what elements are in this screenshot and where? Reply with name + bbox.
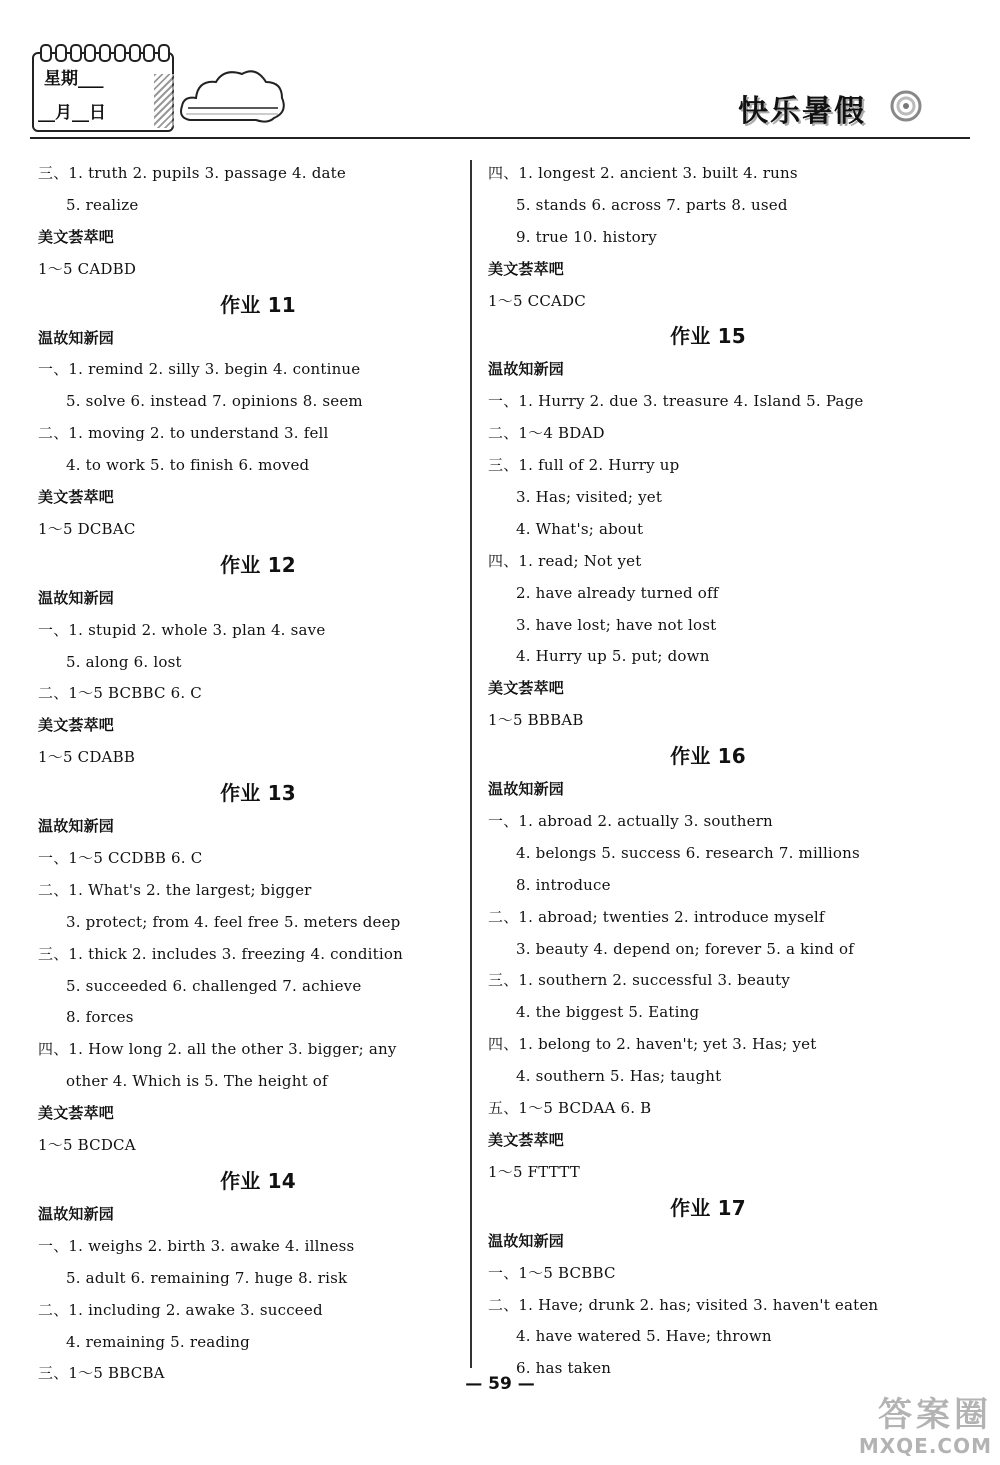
answer-line: 4. southern 5. Has; taught <box>516 1067 722 1086</box>
answer-line: 1～5 CCADC <box>488 291 586 310</box>
assignment-heading: 作业 13 <box>220 781 296 806</box>
calendar-box <box>32 52 174 132</box>
answer-line: 5. stands 6. across 7. parts 8. used <box>516 195 788 214</box>
answer-line: 4. to work 5. to finish 6. moved <box>66 456 310 475</box>
section-label: 美文荟萃吧 <box>38 1104 115 1123</box>
answer-line: 四、1. read; Not yet <box>488 551 642 570</box>
answer-line: 4. Hurry up 5. put; down <box>516 647 710 666</box>
assignment-heading: 作业 11 <box>220 292 296 317</box>
logo <box>738 82 938 132</box>
answer-line: 三、1. southern 2. successful 3. beauty <box>488 971 790 990</box>
section-label: 温故知新园 <box>488 780 565 799</box>
answer-line: 4. belongs 5. success 6. research 7. millions <box>516 843 860 862</box>
assignment-heading: 作业 17 <box>670 1195 746 1220</box>
section-label: 美文荟萃吧 <box>488 679 565 698</box>
section-label: 温故知新园 <box>38 328 115 347</box>
answer-line: 二、1. moving 2. to understand 3. fell <box>38 424 329 443</box>
watermark-bottom: MXQE.COM <box>858 1434 992 1458</box>
section-label: 美文荟萃吧 <box>38 716 115 735</box>
section-label: 温故知新园 <box>488 1231 565 1250</box>
assignment-heading: 作业 12 <box>220 552 296 577</box>
swirl-icon <box>886 86 926 126</box>
answer-line: 4. remaining 5. reading <box>66 1332 250 1351</box>
answer-line: 四、1. How long 2. all the other 3. bigger; any <box>38 1040 397 1059</box>
section-label: 美文荟萃吧 <box>38 227 115 246</box>
answer-line: 一、1～5 CCDBB 6. C <box>38 849 203 868</box>
answer-line: 2. have already turned off <box>516 583 719 602</box>
answer-line: 3. beauty 4. depend on; forever 5. a kind of <box>516 939 855 958</box>
answer-line: 1～5 FTTTT <box>488 1162 580 1181</box>
answer-line: 二、1. Have; drunk 2. has; visited 3. haven't eaten <box>488 1295 879 1314</box>
answer-line: 1～5 BBBAB <box>488 711 584 730</box>
assignment-heading: 作业 16 <box>670 744 746 769</box>
page-header <box>0 0 1000 140</box>
section-label: 温故知新园 <box>38 588 115 607</box>
answer-line: 1～5 CADBD <box>38 259 137 278</box>
calendar-date: __月__日 <box>38 103 106 123</box>
answer-line: 一、1. Hurry 2. due 3. treasure 4. Island 5. Page <box>488 392 864 411</box>
answer-line: 1～5 BCDCA <box>38 1136 136 1155</box>
page-number: — 59 — <box>465 1374 535 1394</box>
assignment-heading: 作业 14 <box>220 1168 296 1193</box>
right-column <box>488 158 928 1385</box>
answer-line: 二、1. What's 2. the largest; bigger <box>38 880 312 899</box>
answer-line: 二、1～5 BCBBC 6. C <box>38 684 202 703</box>
watermark <box>812 1395 992 1463</box>
answer-line: 8. introduce <box>516 875 611 894</box>
answer-line: 3. have lost; have not lost <box>516 615 717 634</box>
section-label: 温故知新园 <box>38 1204 115 1223</box>
watermark-top: 答案圈 <box>878 1395 992 1435</box>
section-label: 美文荟萃吧 <box>488 1130 565 1149</box>
answer-line: 四、1. longest 2. ancient 3. built 4. runs <box>488 164 798 182</box>
answer-line: 3. Has; visited; yet <box>516 488 663 507</box>
answer-line: 3. protect; from 4. feel free 5. meters deep <box>66 912 401 931</box>
answer-line: 1～5 CDABB <box>38 748 136 767</box>
answer-line: 1～5 DCBAC <box>38 519 136 538</box>
answer-line: 一、1. weighs 2. birth 3. awake 4. illness <box>38 1236 355 1255</box>
section-label: 美文荟萃吧 <box>38 488 115 507</box>
answer-line: 一、1. stupid 2. whole 3. plan 4. save <box>38 620 326 639</box>
answer-line: 三、1. full of 2. Hurry up <box>488 456 680 475</box>
section-label: 温故知新园 <box>488 360 565 379</box>
answer-line: 二、1～4 BDAD <box>488 424 605 443</box>
answer-line: 三、1～5 BBCBA <box>38 1364 165 1383</box>
answer-line: other 4. Which is 5. The height of <box>66 1072 328 1091</box>
answer-line: 一、1. remind 2. silly 3. begin 4. continue <box>38 360 361 379</box>
calendar-shade <box>154 74 174 128</box>
assignment-heading: 作业 15 <box>670 324 746 349</box>
answer-line: 三、1. truth 2. pupils 3. passage 4. date <box>38 164 346 182</box>
header-rule <box>30 137 970 139</box>
answer-line: 一、1～5 BCBBC <box>488 1263 616 1282</box>
answer-line: 5. along 6. lost <box>66 652 182 671</box>
logo-text: 快乐暑假 <box>738 94 866 129</box>
answer-line: 五、1～5 BCDAA 6. B <box>488 1099 652 1118</box>
answer-line: 5. adult 6. remaining 7. huge 8. risk <box>66 1268 348 1287</box>
answer-line: 8. forces <box>66 1008 134 1027</box>
answer-line: 4. have watered 5. Have; thrown <box>516 1327 772 1346</box>
section-label: 美文荟萃吧 <box>488 259 565 278</box>
answer-line: 三、1. thick 2. includes 3. freezing 4. condition <box>38 944 403 963</box>
answer-line: 5. succeeded 6. challenged 7. achieve <box>66 976 362 995</box>
answer-line: 5. realize <box>66 195 139 214</box>
answer-line: 5. solve 6. instead 7. opinions 8. seem <box>66 392 363 411</box>
answer-line: 一、1. abroad 2. actually 3. southern <box>488 812 773 831</box>
left-column <box>38 158 478 1390</box>
calendar-week: 星期___ <box>44 69 104 89</box>
answer-line: 二、1. including 2. awake 3. succeed <box>38 1300 323 1319</box>
calendar-rings <box>40 44 170 60</box>
answer-line: 6. has taken <box>516 1359 612 1378</box>
cloud-icon <box>178 62 288 132</box>
answer-line: 二、1. abroad; twenties 2. introduce myself <box>488 907 825 926</box>
section-label: 温故知新园 <box>38 817 115 836</box>
answer-line: 9. true 10. history <box>516 227 657 246</box>
answer-line: 4. the biggest 5. Eating <box>516 1003 700 1022</box>
answer-line: 4. What's; about <box>516 519 644 538</box>
answer-line: 四、1. belong to 2. haven't; yet 3. Has; yet <box>488 1035 817 1054</box>
